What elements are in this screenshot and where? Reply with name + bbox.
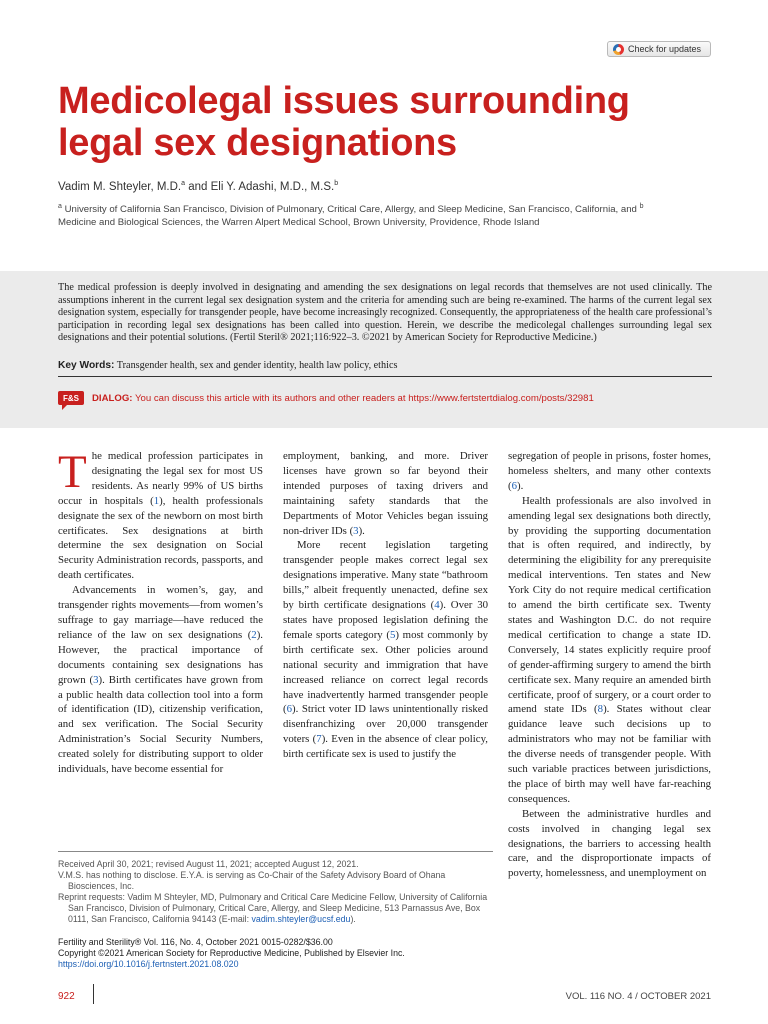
- text: Health professionals are also involved in amending legal sex designations both directly, by providing the supporting documentation that is often required, and indirectly, by determining the eligibility for any prerequisite medical interventions. Ten states and New York City do not require medical certification to amend the birth certificate sex. Twenty states and Washington D.C. do not require medical certification to change a state ID. Conversely, 14 states explicitly require proof of gender-affirming surgery to amend the birth certificate sex. Many require an amended birth certificate, proof of surgery, or a court order to amend state IDs (: [508, 494, 711, 716]
- check-for-updates-label: Check for updates: [628, 44, 702, 54]
- journal-info: [58, 937, 498, 971]
- text: Reprint requests: Vadim M Shteyler, MD, Pulmonary and Critical Care Medicine Fellow, University of California San Francisco, Division of Pulmonary, Critical Care, Allergy, and Sleep Medicine, 513 Parnassus Ave, Box 0111, San Francisco, California 94143 (E-mail:: [58, 892, 488, 924]
- text: ). However, the practical importance of documents containing sex designations has grown (: [58, 628, 263, 686]
- text: ). Birth certificates have grown from a public health data collection tool into a form of identification (ID), citizenship verification, and sex verification. The Social Security Administration’s Social Security Numbers, created solely for distributing support to older individuals, have become essential for: [58, 673, 263, 776]
- paragraph: [283, 449, 488, 538]
- affiliations: [58, 201, 658, 229]
- paragraph: [58, 446, 263, 583]
- crossmark-icon: [613, 44, 624, 55]
- paragraph: Between the administrative hurdles and costs involved in changing legal sex designations, the barriers to accessing health care, and the disproportionate impacts of poverty, homelessness, and unemployment on: [508, 807, 711, 880]
- affiliation-text: Medicine and Biological Sciences, the Warren Alpert Medical School, Brown University, Providence, Rhode Island: [58, 216, 540, 228]
- text: ).: [517, 479, 524, 492]
- reference-link[interactable]: 2: [251, 628, 257, 641]
- doi-link[interactable]: https://doi.org/10.1016/j.fertnstert.2021.08.020: [58, 959, 239, 970]
- reference-link[interactable]: 5: [389, 628, 396, 641]
- article-title: Medicolegal issues surrounding legal sex designations: [58, 80, 630, 164]
- text: employment, banking, and more. Driver licenses have grown so far beyond their intended purposes of taxing drivers and maintaining safety standards that the Departments of Motor Vehicles began issuing non-driver IDs (: [283, 450, 488, 537]
- author-conjunction: and: [185, 180, 211, 193]
- author-name: Eli Y. Adashi, M.D., M.S.: [210, 180, 335, 193]
- author-line: [58, 180, 338, 193]
- paragraph: [58, 583, 263, 777]
- issue-info: VOL. 116 NO. 4 / OCTOBER 2021: [565, 991, 711, 1002]
- reference-link[interactable]: 1: [153, 494, 160, 507]
- reference-link[interactable]: 3: [353, 524, 359, 537]
- fs-dialog-icon: F&S: [58, 391, 84, 405]
- text: ). Over 30 states have proposed legislation defining the female sports category (: [283, 599, 488, 641]
- footnotes: [58, 859, 496, 925]
- affiliation-marker: a: [181, 180, 186, 187]
- dialog-link[interactable]: [92, 393, 594, 404]
- text: More recent legislation targeting transgender people makes correct legal sex designations imperative. Many state “bathroom bills,” albeit frequently unenacted, define sex by birth certificate designations (: [283, 539, 488, 612]
- drop-cap: T: [58, 446, 87, 498]
- page-number-divider: [93, 984, 94, 1004]
- reprint-requests: [58, 892, 496, 925]
- text: segregation of people in prisons, foster homes, homeless shelters, and many other contexts (: [508, 450, 711, 492]
- dialog-label: DIALOG:: [92, 392, 133, 404]
- reference-link[interactable]: 6: [511, 479, 518, 492]
- body-column-3: [508, 449, 711, 881]
- dialog-text: You can discuss this article with its authors and other readers at https://www.fertstertdialog.com/posts/32981: [132, 392, 594, 404]
- keywords-text: Transgender health, sex and gender identity, health law policy, ethics: [114, 360, 398, 371]
- footnote-divider: [58, 851, 493, 852]
- affiliation-marker: b: [639, 203, 644, 210]
- text: he medical profession participates in designating the legal sex for most US residents. As nearly 99% of US births occur in hospitals (: [58, 450, 263, 507]
- divider: [58, 376, 712, 377]
- reference-link[interactable]: 6: [286, 703, 293, 716]
- copyright: Copyright ©2021 American Society for Reproductive Medicine, Published by Elsevier Inc.: [58, 948, 405, 959]
- author-name: Vadim M. Shteyler, M.D.: [58, 180, 182, 193]
- text: ).: [358, 524, 365, 537]
- email-link[interactable]: vadim.shteyler@ucsf.edu: [251, 914, 351, 924]
- body-column-2: [283, 449, 488, 762]
- text: ) most commonly by birth certificate sex. Other policies around national security and immigration that have increased reliance on correct legal records have inadvertently harmed transgender people (: [283, 628, 489, 716]
- abstract-text: The medical profession is deeply involved in designating and amending the sex designations on legal records that themselves are not used clinically. The assumptions inherent in the current legal sex designation system and the criteria for amending such are being re-examined. The harms of the current legal sex designation system, especially for transgender people, have become increasingly recognized. Consequently, the appropriateness of the health care professional’s participation in recording legal sex designations has been called into question. Herein, we describe the medicolegal challenges surrounding legal sex designations and their potential solutions. (Fertil Steril® 2021;116:922–3. ©2021 by American Society for Reproductive Medicine.): [58, 282, 712, 344]
- text: ). States without clear guidance leave such decisions up to administrators who may not be familiar with the diverse needs of transgender people. With such variable practices between jurisdictions, the place of birth may well have far-reaching consequences.: [508, 703, 711, 805]
- received-dates: Received April 30, 2021; revised August 11, 2021; accepted August 12, 2021.: [58, 859, 359, 869]
- affiliation-text: University of California San Francisco, Division of Pulmonary, Critical Care, Allergy, and Sleep Medicine, San Francisco, California, and: [61, 204, 640, 216]
- journal-citation: Fertility and Sterility® Vol. 116, No. 4, October 2021 0015-0282/$36.00: [58, 937, 333, 947]
- affiliation-marker: b: [334, 180, 339, 187]
- affiliation-marker: a: [58, 203, 62, 210]
- text: ). Even in the absence of clear policy, birth certificate sex is used to justify the: [283, 733, 488, 761]
- text: Advancements in women’s, gay, and transgender rights movements—from women’s suffrage to gay marriage—have reduced the reliance of the law on sex designations (: [58, 584, 263, 641]
- paragraph: [508, 449, 711, 494]
- page-number: 922: [58, 991, 75, 1002]
- body-column-1: [58, 446, 263, 777]
- dialog-banner: [58, 391, 594, 405]
- text: ).: [350, 914, 356, 924]
- paragraph: [283, 538, 488, 762]
- text: ), health professionals designate the sex of the newborn on most birth certificates. Sex designations at birth determine the sex designation on Social Security Administration records, passports, and death certificates.: [58, 494, 263, 582]
- reference-link[interactable]: 7: [316, 733, 322, 746]
- keywords: [58, 360, 712, 371]
- paragraph: [508, 494, 711, 807]
- disclosure: V.M.S. has nothing to disclose. E.Y.A. is serving as Co-Chair of the Safety Advisory Board of Ohana Biosciences, Inc.: [58, 870, 446, 891]
- reference-link[interactable]: 8: [597, 703, 604, 716]
- reference-link[interactable]: 3: [93, 673, 99, 686]
- text: ). Strict voter ID laws unintentionally risked disenfranchizing over 20,000 transgender voters (: [283, 703, 488, 746]
- check-for-updates-button[interactable]: [607, 41, 711, 57]
- keywords-label: Key Words:: [58, 360, 115, 371]
- reference-link[interactable]: 4: [434, 599, 440, 612]
